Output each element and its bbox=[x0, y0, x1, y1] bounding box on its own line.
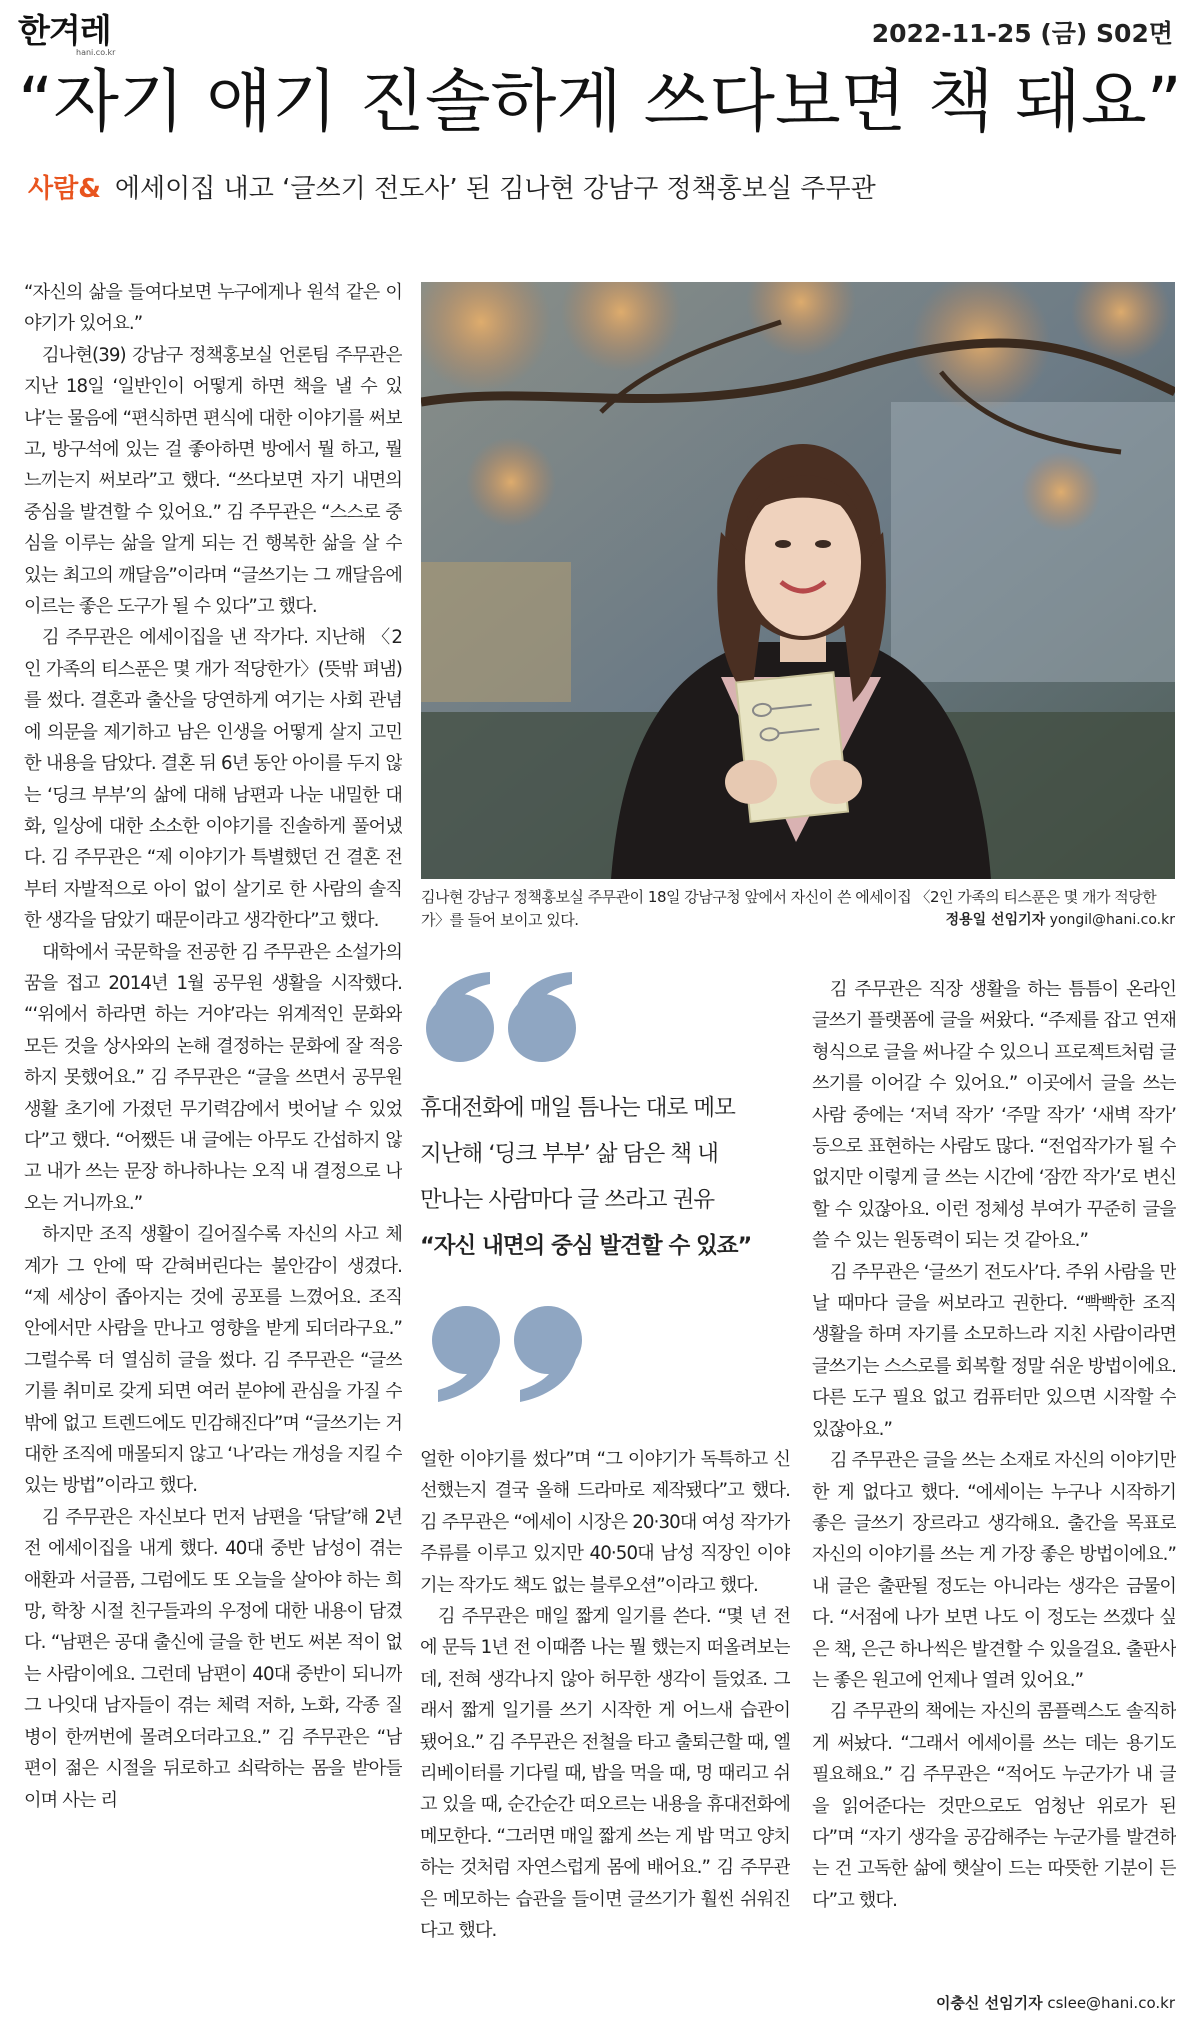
close-quote-icon bbox=[420, 1290, 590, 1410]
byline-email: cslee@hani.co.kr bbox=[1047, 1994, 1175, 2012]
article-column-2 bbox=[420, 1444, 790, 2014]
photo-caption: 김나현 강남구 정책홍보실 주무관이 18일 강남구청 앞에서 자신이 쓴 에세이집 〈2인 가족의 티스푼은 몇 개가 적당한가〉를 들어 보이고 있다. bbox=[421, 888, 1157, 929]
masthead-logo bbox=[18, 11, 138, 60]
paragraph: 김 주무관은 매일 짧게 일기를 쓴다. “몇 년 전에 문득 1년 전 이때쯤 나는 뭘 했는지 떠올려보는데, 전혀 생각나지 않아 허무한 생각이 들었죠. 그래서 짧게 일기를 쓰기 시작한 게 어느새 습관이 됐어요.” 김 주무관은 전철을 타고 출퇴근할 때, 엘리베이터를 기다릴 때, 밥을 먹을 때, 멍 때리고 쉬고 있을 때, 순간순간 떠오르는 내용을 휴대전화에 메모한다. “그러면 매일 짧게 쓰는 게 밥 먹고 양치하는 것처럼 자연스럽게 몸에 배어요.” 김 주무관은 메모하는 습관을 들이면 글쓰기가 훨씬 쉬워진다고 했다. bbox=[420, 1606, 790, 1942]
photo-illustration bbox=[421, 282, 1175, 879]
pull-quote-line: 지난해 ‘딩크 부부’ 삶 담은 책 내 bbox=[420, 1141, 719, 1167]
subhead-text: 에세이집 내고 ‘글쓰기 전도사’ 된 김나현 강남구 정책홍보실 주무관 bbox=[114, 174, 876, 204]
paragraph: 김 주무관은 에세이집을 낸 작가다. 지난해 〈2인 가족의 티스푼은 몇 개가 적당한가〉(뜻밖 펴냄)를 썼다. 결혼과 출산을 당연하게 여기는 사회 관념에 의문을 제기하고 남은 인생을 어떻게 살지 고민한 내용을 담았다. 결혼 뒤 6년 동안 아이를 두지 않는 ‘딩크 부부’의 삶에 대해 남편과 나눈 내밀한 대화, 일상에 대한 소소한 이야기를 진솔하게 풀어냈다. 김 주무관은 “제 이야기가 특별했던 건 결혼 전부터 자발적으로 아이 없이 살기로 한 사람의 솔직한 생각을 담았기 때문이라고 생각한다”고 했다. bbox=[24, 627, 402, 932]
photo-credit-email: yongil@hani.co.kr bbox=[1049, 912, 1175, 928]
open-quote-icon bbox=[420, 970, 590, 1090]
pull-quote-line: 만나는 사람마다 글 쓰라고 권유 bbox=[420, 1187, 715, 1213]
paragraph: 김 주무관은 자신보다 먼저 남편을 ‘닦달’해 2년 전 에세이집을 내게 했다. 40대 중반 남성이 겪는 애환과 서글픔, 그럼에도 또 오늘을 살아야 하는 희망, 학창 시절 친구들과의 우정에 대한 내용이 담겼다. “남편은 공대 출신에 글을 한 번도 써본 적이 없는 사람이에요. 그런데 남편이 40대 중반이 되니까 그 나잇대 남자들이 겪는 체력 저하, 노화, 각종 질병이 한꺼번에 몰려오더라고요.” 김 주무관은 “남편이 젊은 시절을 뒤로하고 쇠락하는 몸을 받아들이며 사는 리 bbox=[24, 1506, 402, 1811]
pull-quote-line: 휴대전화에 매일 틈나는 대로 메모 bbox=[420, 1095, 735, 1121]
paragraph: 김 주무관의 책에는 자신의 콤플렉스도 솔직하게 써놨다. “그래서 에세이를 쓰는 데는 용기도 필요해요.” 김 주무관은 “적어도 누군가가 내 글을 읽어준다는 것만으로도 엄청난 위로가 된다”며 “자기 생각을 공감해주는 누군가를 발견하는 건 고독한 삶에 햇살이 드는 따뜻한 기분이 든다”고 했다. bbox=[812, 1701, 1176, 1911]
paragraph: 김 주무관은 ‘글쓰기 전도사’다. 주위 사람을 만날 때마다 글을 써보라고 권한다. “빡빡한 조직 생활을 하며 자기를 소모하느라 지친 사람이라면 글쓰기는 스스로를 회복할 정말 쉬운 방법이에요. 다른 도구 필요 없고 컴퓨터만 있으면 시작할 수 있잖아요.” bbox=[812, 1261, 1176, 1440]
paragraph: 대학에서 국문학을 전공한 김 주무관은 소설가의 꿈을 접고 2014년 1월 공무원 생활을 시작했다. “‘위에서 하라면 하는 거야’라는 위계적인 문화와 모든 것을 상사와의 논해 결정하는 문화에 잘 적응하지 못했어요.” 김 주무관은 “글을 쓰면서 공무원 생활 초기에 가졌던 무기력감에서 벗어날 수 있었다”고 했다. “어쨌든 내 글에는 아무도 간섭하지 않고 내가 쓰는 문장 하나하나는 오직 내 결정으로 나오는 거니까요.” bbox=[24, 941, 402, 1214]
pull-quote-text bbox=[420, 1085, 790, 1269]
headline: “자기 얘기 진솔하게 쓰다보면 책 돼요” bbox=[18, 63, 1182, 142]
pull-quote-line: “자신 내면의 중심 발견할 수 있죠” bbox=[420, 1233, 752, 1259]
section-kicker: 사람& bbox=[28, 174, 101, 204]
photo-credit-name: 정용일 선임기자 bbox=[945, 912, 1046, 928]
logo-text: 한겨레 bbox=[18, 11, 111, 50]
paragraph: 하지만 조직 생활이 길어질수록 자신의 사고 체계가 그 안에 딱 갇혀버린다는 불안감이 생겼다. “제 세상이 좁아지는 것에 공포를 느꼈어요. 조직 안에서만 사람을 만나고 영향을 받게 되더라구요.” 그럴수록 더 열심히 글을 썼다. 김 주무관은 “글쓰기를 취미로 갖게 되면 여러 분야에 관심을 가질 수밖에 없고 트렌드에도 민감해진다”며 “글쓰기는 거대한 조직에 매몰되지 않고 ‘나’라는 개성을 지킬 수 있는 방법”이라고 했다. bbox=[24, 1224, 402, 1497]
paragraph: 얼한 이야기를 썼다”며 “그 이야기가 독특하고 신선했는지 결국 올해 드라마로 제작됐다”고 했다. 김 주무관은 “에세이 시장은 20·30대 여성 작가가 주류를 이루고 있지만 40·50대 남성 직장인 이야기는 작가도 책도 없는 블루오션”이라고 했다. bbox=[420, 1449, 790, 1596]
dateline: 2022-11-25 (금) S02면 bbox=[871, 19, 1173, 48]
paragraph: 김 주무관은 직장 생활을 하는 틈틈이 온라인 글쓰기 플랫폼에 글을 써왔다. “주제를 잡고 연재 형식으로 글을 써나갈 수 있으니 프로젝트처럼 글쓰기를 이어갈 수 있어요.” 이곳에서 글을 쓰는 사람 중에는 ‘저녁 작가’ ‘주말 작가’ ‘새벽 작가’ 등으로 표현하는 사람도 많다. “전업작가가 될 수 없지만 이렇게 글 쓰는 시간에 ‘잠깐 작가’로 변신할 수 있잖아요. 이런 정체성 부여가 꾸준히 글을 쓸 수 있는 원동력이 되는 것 같아요.” bbox=[812, 979, 1176, 1252]
paragraph: 김나현(39) 강남구 정책홍보실 언론팀 주무관은 지난 18일 ‘일반인이 어떻게 하면 책을 낼 수 있냐’는 물음에 “편식하면 편식에 대한 이야기를 써보고, 방구석에 있는 걸 좋아하면 방에서 뭘 하고, 뭘 느끼는지 써보라”고 했다. “쓰다보면 자기 내면의 중심을 발견할 수 있어요.” 김 주무관은 “스스로 중심을 이루는 삶을 알게 되는 건 행복한 삶을 살 수 있는 최고의 깨달음”이라며 “글쓰기는 그 깨달음에 이르는 좋은 도구가 될 수 있다”고 했다. bbox=[24, 344, 402, 618]
article-column-3 bbox=[812, 974, 1176, 2023]
photo-credit bbox=[946, 909, 1175, 929]
paragraph: 김 주무관은 글을 쓰는 소재로 자신의 이야기만한 게 없다고 했다. “에세이는 누구나 시작하기 좋은 글쓰기 장르라고 생각해요. 출간을 목표로 자신의 이야기를 쓰는 게 가장 좋은 방법이에요.” 내 글은 출판될 정도는 아니라는 생각은 금물이다. “서점에 나가 보면 나도 이 정도는 쓰겠다 싶은 책, 은근 하나씩은 발견할 수 있을걸요. 출판사는 좋은 원고에 언제나 열려 있어요.” bbox=[812, 1450, 1176, 1691]
subhead bbox=[28, 168, 876, 205]
paragraph: “자신의 삶을 들여다보면 누구에게나 원석 같은 이야기가 있어요.” bbox=[24, 282, 402, 335]
pull-quote bbox=[420, 970, 790, 1440]
byline-name: 이충신 선임기자 bbox=[935, 1994, 1043, 2012]
byline bbox=[936, 1992, 1175, 2013]
logo-url: hani.co.kr bbox=[76, 48, 116, 57]
article-column-1 bbox=[24, 277, 402, 2017]
article-photo bbox=[421, 282, 1175, 879]
